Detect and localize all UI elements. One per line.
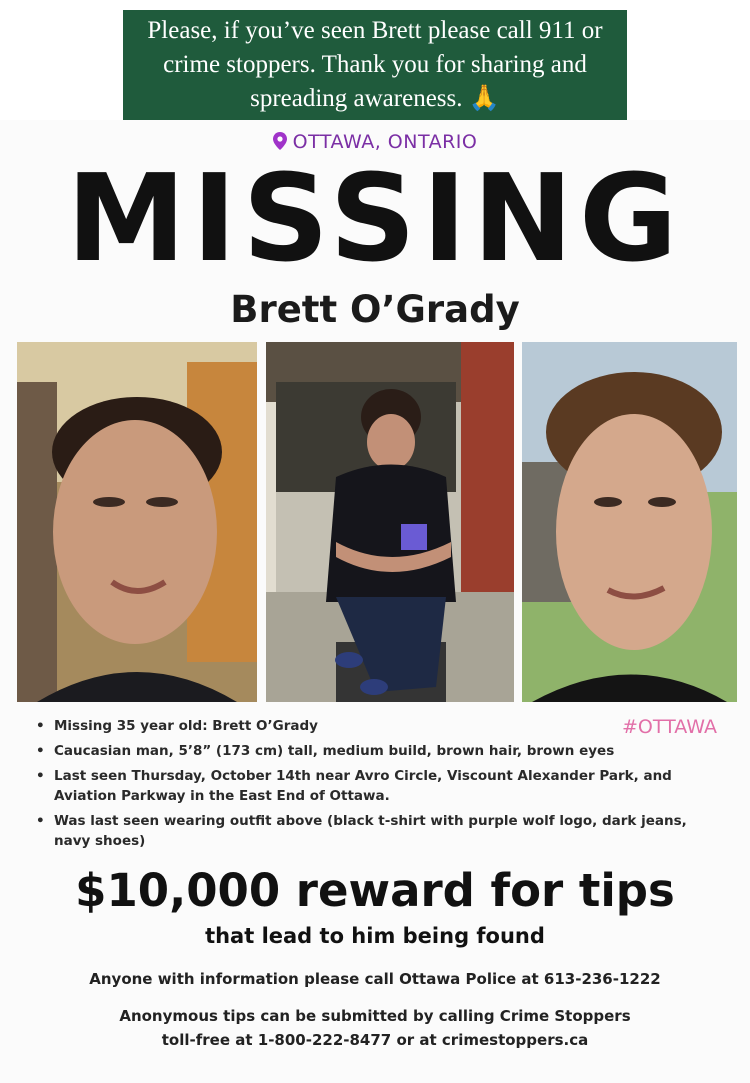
missing-facts-list (36, 716, 726, 856)
police-contact: Anyone with information please call Ottawa Police at 613-236-1222 (89, 970, 661, 988)
photo-portrait-left (17, 342, 257, 702)
photo-portrait-right (522, 342, 737, 702)
hashtag-ottawa: #OTTAWA (622, 716, 717, 738)
crime-stoppers-line-1: Anonymous tips can be submitted by calling Crime Stoppers (119, 1007, 631, 1025)
photo-standing-porch (266, 342, 514, 702)
fact-age: • Missing 35 year old: Brett O’Grady (36, 716, 614, 736)
reward-subheading: that lead to him being found (205, 924, 545, 948)
person-name: Brett O’Grady (230, 288, 520, 331)
missing-headline: MISSING (66, 150, 684, 289)
crime-stoppers-line-2: toll-free at 1-800-222-8477 or at crimestoppers.ca (161, 1031, 589, 1049)
location-text: OTTAWA, ONTARIO (292, 131, 478, 153)
fact-outfit: • Was last seen wearing outfit above (black t-shirt with purple wolf logo, dark jeans, navy shoes) (36, 811, 726, 851)
fact-description: • Caucasian man, 5’8” (173 cm) tall, medium build, brown hair, brown eyes (36, 741, 726, 761)
banner-text: Please, if you’ve seen Brett please call 911 or crime stoppers. Thank you for sharing and spreading awareness. 🙏 (147, 17, 603, 112)
reward-heading: $10,000 reward for tips (75, 864, 675, 917)
location-pin-icon (273, 132, 287, 150)
fact-last-seen: • Last seen Thursday, October 14th near Avro Circle, Viscount Alexander Park, and Aviation Parkway in the East End of Ottawa. (36, 766, 726, 806)
crime-stoppers-info (0, 1004, 750, 1052)
story-caption-banner (123, 10, 627, 120)
